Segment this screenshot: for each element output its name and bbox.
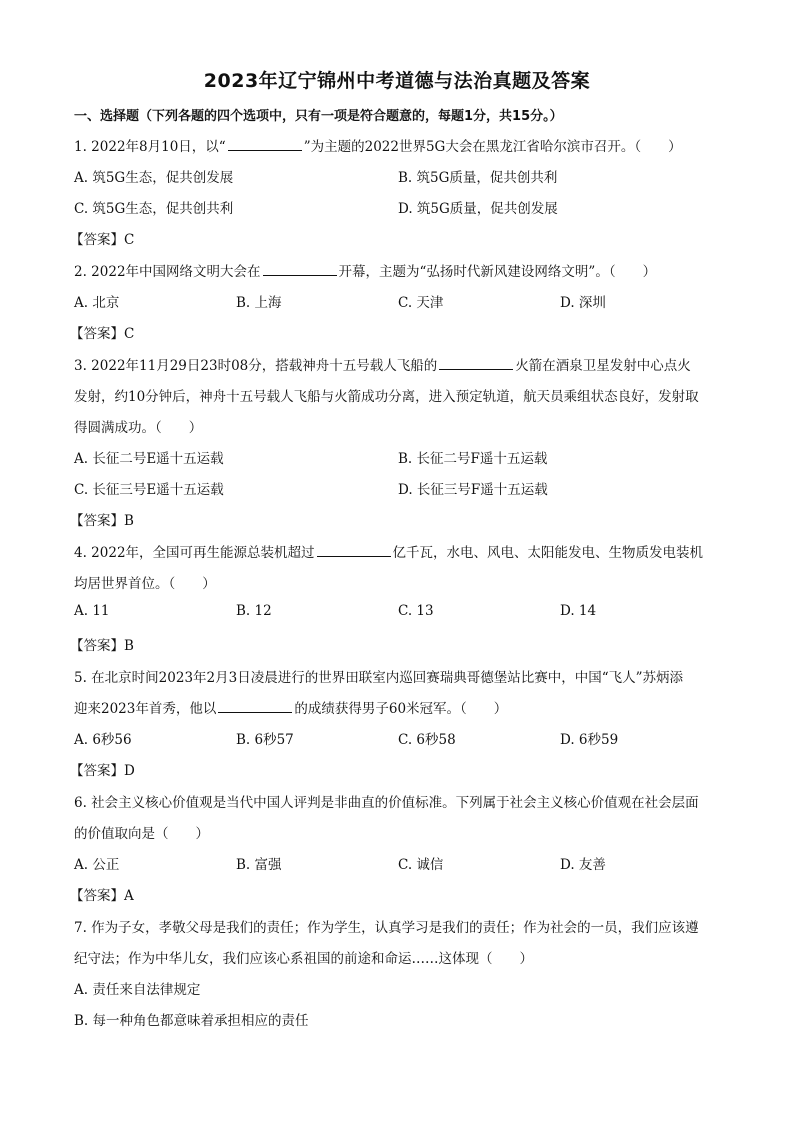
question-4-option-c: C. 13 xyxy=(398,603,434,619)
question-6-option-d: D. 友善 xyxy=(560,857,606,873)
question-4-answer: 【答案】B xyxy=(70,638,134,654)
question-5-stem: 5. 在北京时间2023年2月3日凌晨进行的世界田联室内巡回赛瑞典哥德堡站比赛中，中国“飞人”苏炳添 xyxy=(74,670,684,686)
answer-blank xyxy=(218,700,292,713)
question-1-option-a: A. 筑5G生态，促共创发展 xyxy=(74,170,234,186)
question-5-option-b: B. 6秒57 xyxy=(236,732,294,748)
question-3-option-c: C. 长征三号E遥十五运载 xyxy=(74,482,224,498)
question-7-stem: 7. 作为子女，孝敬父母是我们的责任；作为学生，认真学习是我们的责任；作为社会的一员，我们应该遵 xyxy=(74,920,699,936)
section-heading: 一、选择题（下列各题的四个选项中，只有一项是符合题意的，每题1分，共15分。） xyxy=(74,109,563,124)
question-5-option-d: D. 6秒59 xyxy=(560,732,619,748)
question-5-option-c: C. 6秒58 xyxy=(398,732,456,748)
question-3-stem-line-3: 得圆满成功。（ ） xyxy=(74,420,203,436)
question-6-stem: 6. 社会主义核心价值观是当代中国人评判是非曲直的价值标准。下列属于社会主义核心价值观在社会层面 xyxy=(74,795,699,811)
question-6-option-a: A. 公正 xyxy=(74,857,120,873)
question-2-option-c: C. 天津 xyxy=(398,295,444,311)
question-1-option-b: B. 筑5G质量，促共创共利 xyxy=(398,170,558,186)
question-1-answer: 【答案】C xyxy=(70,232,135,248)
question-3-stem: 3. 2022年11月29日23时08分，搭载神舟十五号载人飞船的 火箭在酒泉卫星发射中心点火 xyxy=(74,358,691,374)
question-2-option-a: A. 北京 xyxy=(74,295,120,311)
question-3-stem-line-2: 发射，约10分钟后，神舟十五号载人飞船与火箭成功分离，进入预定轨道，航天员乘组状态良好，发射取 xyxy=(74,389,699,405)
question-3-answer: 【答案】B xyxy=(70,513,134,529)
question-6-option-b: B. 富强 xyxy=(236,857,282,873)
question-2-option-b: B. 上海 xyxy=(236,295,282,311)
page-title: 2023年辽宁锦州中考道德与法治真题及答案 xyxy=(203,70,591,92)
question-4-stem: 4. 2022年，全国可再生能源总装机超过 亿千瓦，水电、风电、太阳能发电、生物质发电装机 xyxy=(74,545,704,561)
answer-blank xyxy=(228,138,302,151)
question-7-option-a: A. 责任来自法律规定 xyxy=(74,982,201,998)
question-5-stem-line-2: 迎来2023年首秀，他以 的成绩获得男子60米冠军。（ ） xyxy=(74,701,508,717)
question-1-option-c: C. 筑5G生态，促共创共利 xyxy=(74,201,234,217)
question-5-answer: 【答案】D xyxy=(70,763,135,779)
question-4-option-d: D. 14 xyxy=(560,603,597,619)
question-5-option-a: A. 6秒56 xyxy=(74,732,132,748)
question-7-stem-line-2: 纪守法；作为中华儿女，我们应该心系祖国的前途和命运……这体现（ ） xyxy=(74,951,533,967)
question-3-option-b: B. 长征二号F遥十五运载 xyxy=(398,451,548,467)
question-7-option-b: B. 每一种角色都意味着承担相应的责任 xyxy=(74,1013,309,1029)
question-3-option-d: D. 长征三号F遥十五运载 xyxy=(398,482,548,498)
question-2-answer: 【答案】C xyxy=(70,326,135,342)
question-4-option-a: A. 11 xyxy=(74,603,110,619)
question-3-option-a: A. 长征二号E遥十五运载 xyxy=(74,451,224,467)
question-6-option-c: C. 诚信 xyxy=(398,857,444,873)
answer-blank xyxy=(263,263,337,276)
question-1-option-d: D. 筑5G质量，促共创发展 xyxy=(398,201,558,217)
question-4-option-b: B. 12 xyxy=(236,603,272,619)
question-1-stem: 1. 2022年8月10日，以“ ”为主题的2022世界5G大会在黑龙江省哈尔滨市召开。（ ） xyxy=(74,139,682,155)
question-4-stem-line-2: 均居世界首位。（ ） xyxy=(74,576,216,592)
answer-blank xyxy=(439,357,513,370)
question-2-stem: 2. 2022年中国网络文明大会在 开幕，主题为“弘扬时代新风建设网络文明”。（ ） xyxy=(74,264,657,280)
question-6-answer: 【答案】A xyxy=(70,888,134,904)
question-2-option-d: D. 深圳 xyxy=(560,295,606,311)
question-6-stem-line-2: 的价值取向是（ ） xyxy=(74,826,209,842)
answer-blank xyxy=(317,544,391,557)
